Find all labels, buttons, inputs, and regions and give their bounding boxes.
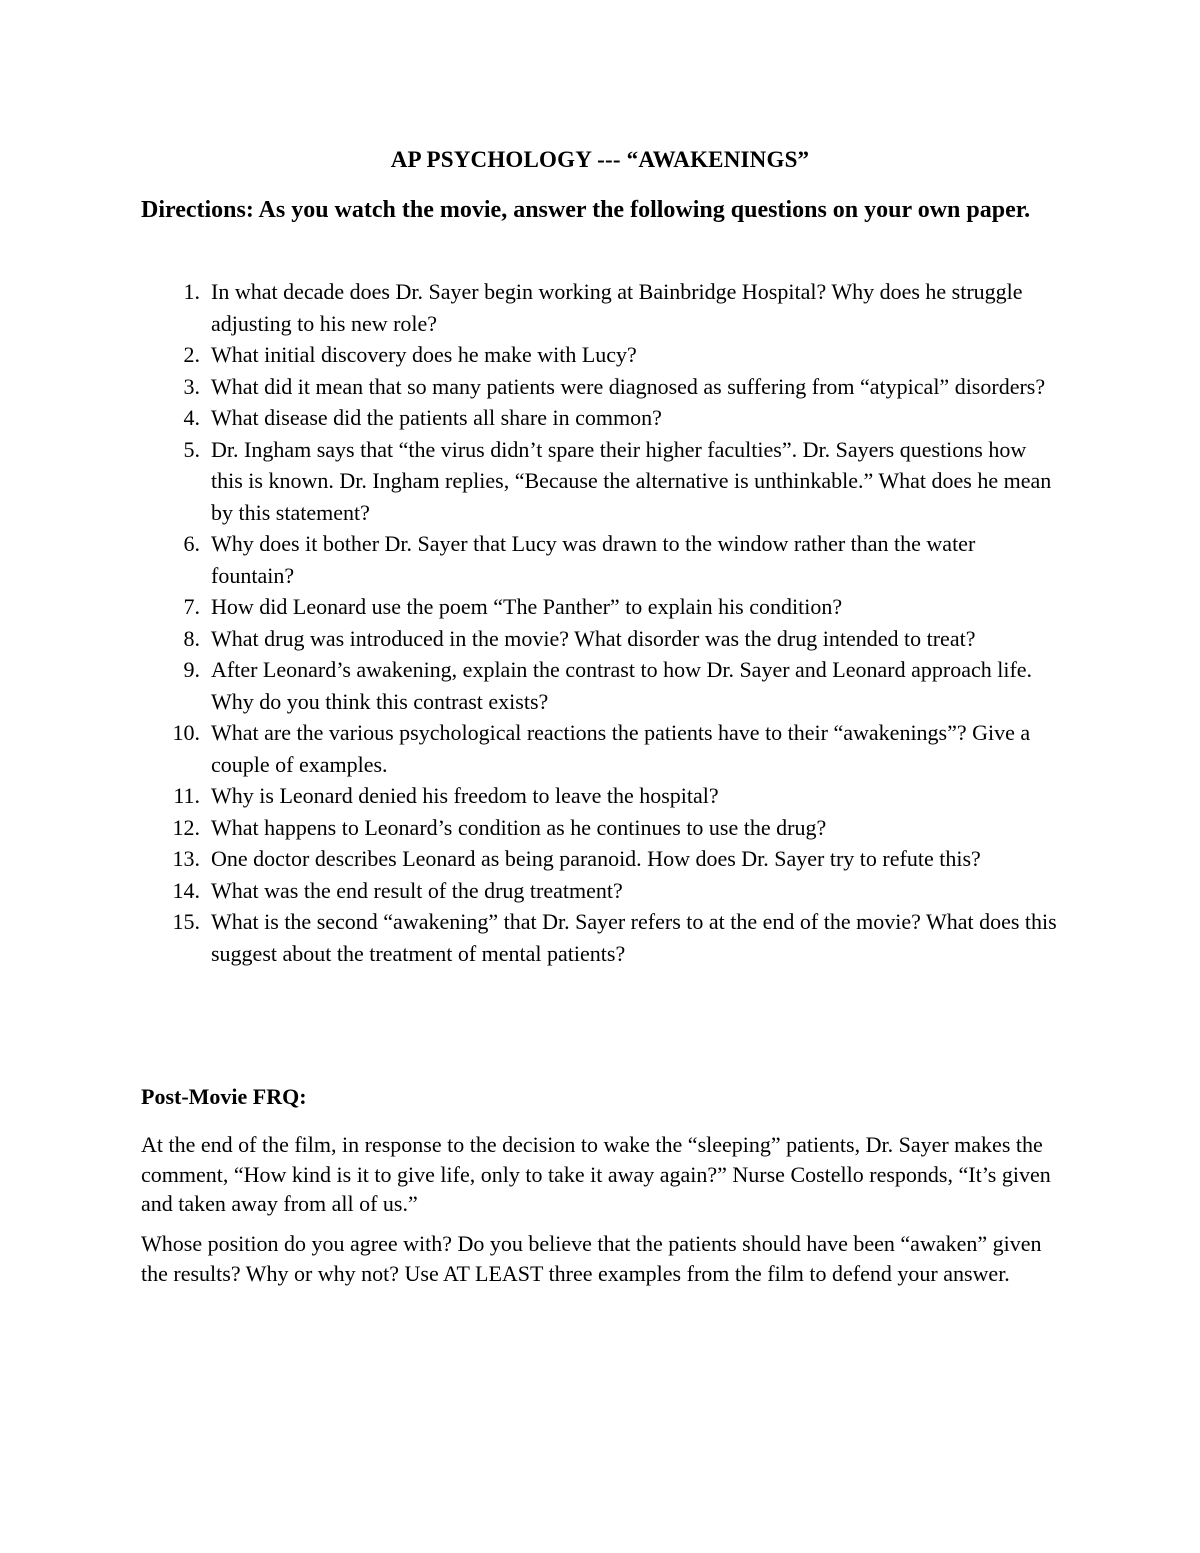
question-text: What drug was introduced in the movie? What disorder was the drug intended to treat?	[211, 625, 976, 651]
question-item	[141, 906, 1061, 969]
question-number: 14.	[172, 877, 200, 903]
question-item	[141, 371, 1061, 403]
question-number: 12.	[172, 814, 200, 840]
question-item	[141, 339, 1061, 371]
question-item	[141, 276, 1061, 339]
question-list	[141, 276, 1061, 969]
frq-paragraph-prompt: At the end of the film, in response to the decision to wake the “sleeping” patients, Dr. Sayer makes the comment, “How kind is it to give life, only to take it away again?” Nurse Costello responds, “It’s given and taken away from all of us.”	[141, 1132, 1051, 1216]
question-number: 7.	[183, 594, 200, 619]
question-item	[141, 780, 1061, 812]
question-number: 5.	[183, 436, 200, 462]
question-text: What are the various psychological reactions the patients have to their “awakenings”? Give a couple of examples.	[211, 720, 1031, 777]
question-text: What was the end result of the drug treatment?	[211, 877, 623, 903]
question-number: 8.	[183, 625, 200, 651]
question-text: Dr. Ingham says that “the virus didn’t spare their higher faculties”. Dr. Sayers questions how this is known. Dr. Ingham replies, “Because the alternative is unthinkable.” What does he mean by this statement?	[211, 436, 1052, 525]
question-number: 2.	[183, 342, 200, 367]
question-item	[141, 717, 1061, 780]
question-item	[141, 591, 1061, 623]
question-number: 6.	[183, 531, 200, 556]
question-number: 13.	[172, 846, 200, 871]
question-item	[141, 623, 1061, 655]
question-text: What did it mean that so many patients were diagnosed as suffering from “atypical” disorders?	[211, 373, 1046, 399]
question-item	[141, 812, 1061, 844]
frq-paragraph-question: Whose position do you agree with? Do you believe that the patients should have been “awaken” given the results? Why or why not? Use AT LEAST three examples from the film to defend your answer.	[141, 1231, 1042, 1286]
frq-heading: Post-Movie FRQ:	[141, 1084, 307, 1109]
question-text: What disease did the patients all share in common?	[211, 405, 662, 430]
question-number: 1.	[183, 279, 200, 304]
question-number: 3.	[183, 373, 200, 399]
question-number: 9.	[183, 657, 200, 682]
question-number: 10.	[172, 720, 200, 745]
question-text: What happens to Leonard’s condition as he continues to use the drug?	[211, 814, 827, 840]
question-number: 15.	[172, 909, 200, 934]
question-text: Why is Leonard denied his freedom to leave the hospital?	[211, 783, 719, 808]
directions-text: Directions: As you watch the movie, answer the following questions on your own paper.	[141, 197, 1031, 223]
question-text: How did Leonard use the poem “The Panther” to explain his condition?	[211, 594, 843, 619]
question-text: One doctor describes Leonard as being paranoid. How does Dr. Sayer try to refute this?	[211, 846, 981, 871]
question-text: After Leonard’s awakening, explain the contrast to how Dr. Sayer and Leonard approach life. Why do you think this contrast exists?	[211, 657, 1033, 714]
question-number: 4.	[183, 405, 200, 430]
question-text: Why does it bother Dr. Sayer that Lucy was drawn to the window rather than the water fountain?	[211, 531, 976, 588]
question-number: 11.	[173, 783, 200, 808]
question-item	[141, 434, 1061, 529]
question-item	[141, 528, 1061, 591]
question-item	[141, 654, 1061, 717]
document-title: AP PSYCHOLOGY --- “AWAKENINGS”	[390, 147, 810, 172]
question-text: What initial discovery does he make with Lucy?	[211, 342, 637, 367]
question-text: What is the second “awakening” that Dr. Sayer refers to at the end of the movie? What does this suggest about the treatment of mental patients?	[211, 909, 1057, 966]
question-text: In what decade does Dr. Sayer begin working at Bainbridge Hospital? Why does he struggle adjusting to his new role?	[211, 279, 1023, 336]
question-item	[141, 843, 1061, 875]
question-item	[141, 402, 1061, 434]
question-item	[141, 875, 1061, 907]
